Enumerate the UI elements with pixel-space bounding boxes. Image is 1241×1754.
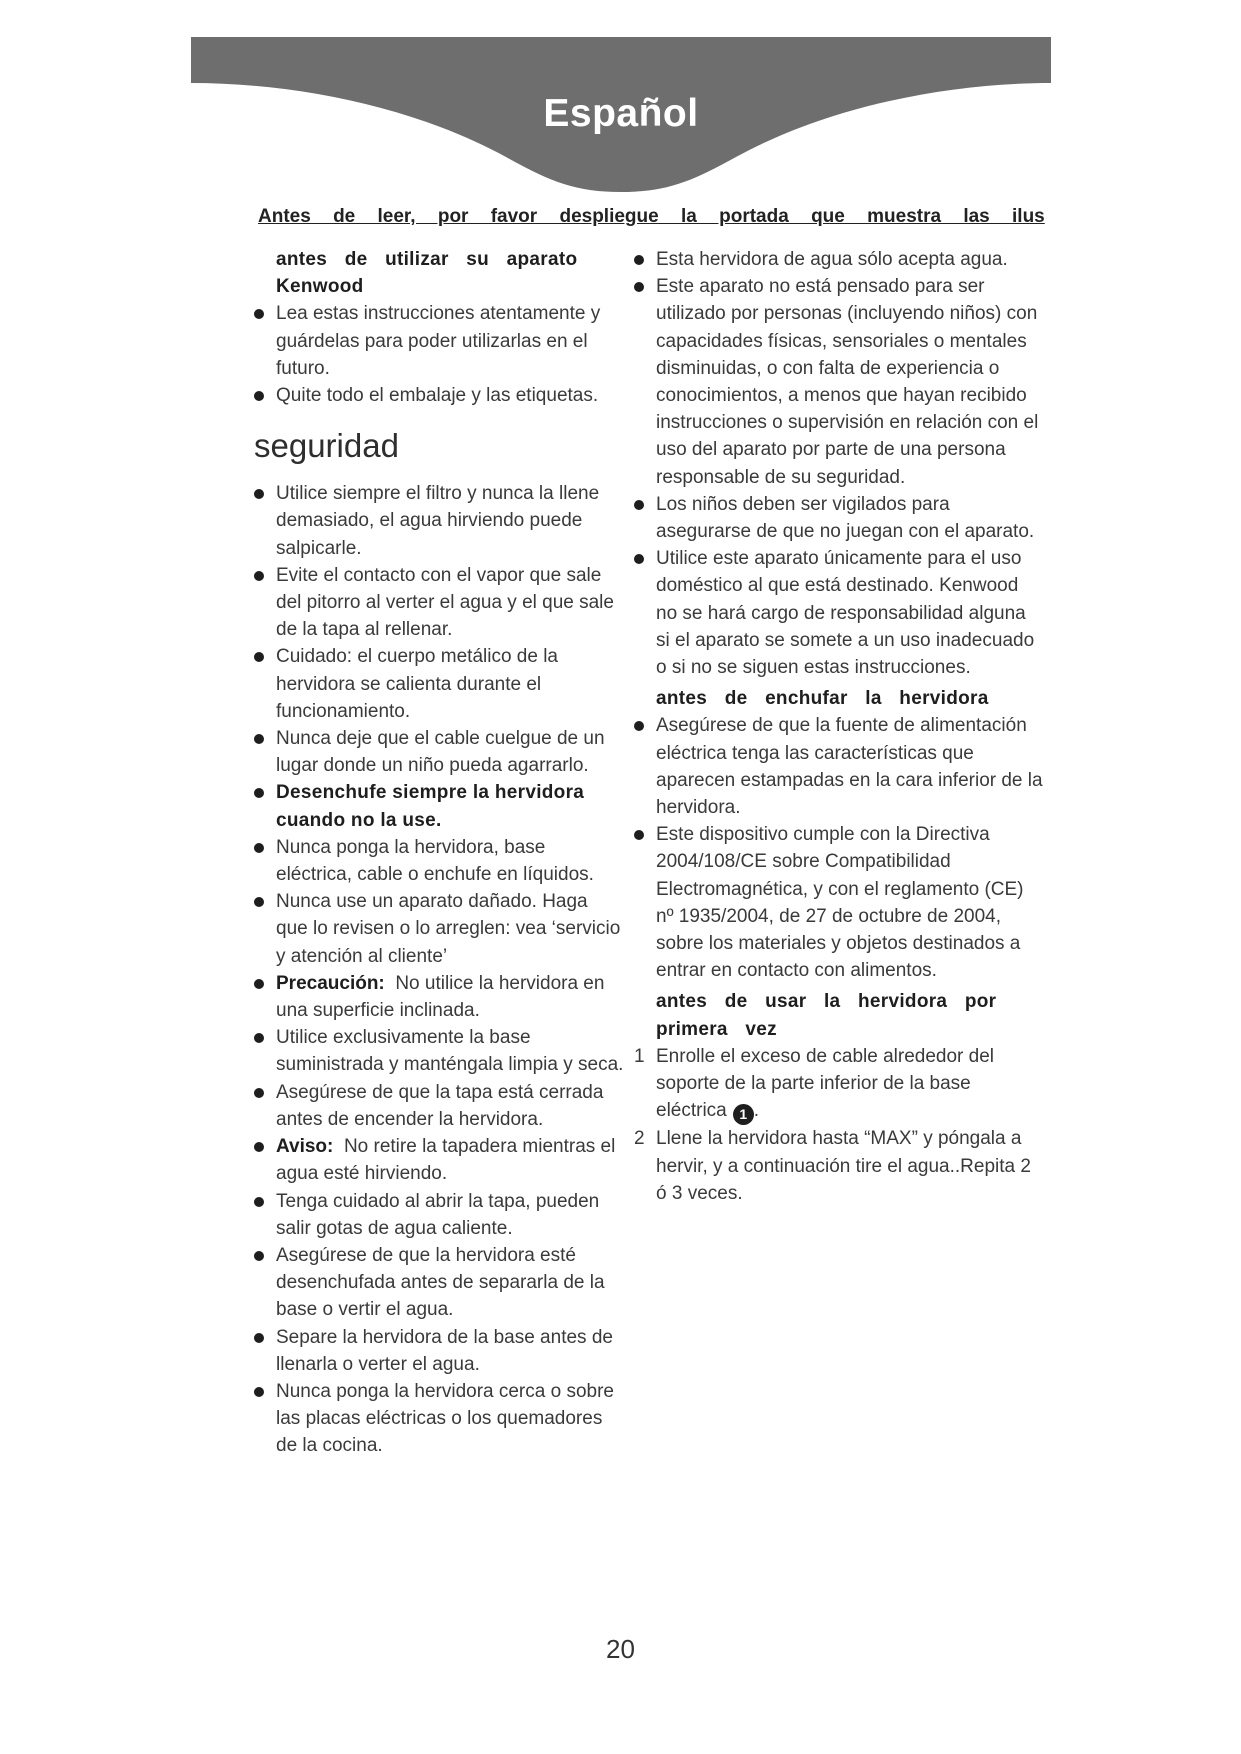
before-use-heading: antes de utilizar su aparato Kenwood [276,249,578,298]
intro-note: Antes de leer, por favor despliegue la portada que muestra las ilus [258,206,1045,227]
list-item: Nunca ponga la hervidora cerca o sobre las placas eléctricas o los quemadores de la cocina. [254,1378,624,1460]
step-item [634,1043,1044,1125]
list-item: Tenga cuidado al abrir la tapa, pueden salir gotas de agua caliente. [254,1188,624,1242]
list-item: Evite el contacto con el vapor que sale del pitorro al verter el agua y el que sale de la tapa al rellenar. [254,562,624,644]
list-item: Este dispositivo cumple con la Directiva 2004/108/CE sobre Compatibilidad Electromagnética, y con el reglamento (CE) nº 1935/2004, de 27 de octubre de 2004, sobre los materiales y objetos destinados a entrar en contacto con alimentos. [634,821,1044,984]
step-text: Llene la hervidora hasta “MAX” y póngala a hervir, y a continuación tire el agua..Repita 2 ó 3 veces. [656,1128,1031,1204]
safety-list-continued [634,246,1044,681]
list-item: Cuidado: el cuerpo metálico de la hervidora se calienta durante el funcionamiento. [254,643,624,725]
step-text-end: . [753,1100,760,1122]
caution-item [254,970,624,1024]
first-use-steps [634,1043,1044,1207]
warning-label: Aviso: [276,1136,334,1158]
list-item: Lea estas instrucciones atentamente y guárdelas para poder utilizarlas en el futuro. [254,300,624,382]
list-item: Nunca use un aparato dañado. Haga que lo revisen o lo arreglen: vea ‘servicio y atención al cliente’ [254,888,624,970]
list-item: Utilice exclusivamente la base suministrada y manténgala limpia y seca. [254,1024,624,1078]
page-title: Español [543,92,699,135]
list-item: Asegúrese de que la fuente de alimentación eléctrica tenga las características que aparecen estampadas en la cara inferior de la hervidora. [634,712,1044,821]
safety-list [254,480,624,1459]
list-item: Nunca ponga la hervidora, base eléctrica, cable o enchufe en líquidos. [254,834,624,888]
warning-item [254,1133,624,1187]
list-item: Utilice este aparato únicamente para el uso doméstico al que está destinado. Kenwood no se hará cargo de responsabilidad alguna si el aparato se somete a un uso inadecuado o si no se siguen estas instrucciones. [634,545,1044,681]
before-use-list [254,300,624,409]
list-item: Quite todo el embalaje y las etiquetas. [254,382,624,409]
list-item: Separe la hervidora de la base antes de llenarla o verter el agua. [254,1324,624,1378]
caution-label: Precaución: [276,972,385,994]
list-item: Asegúrese de que la tapa está cerrada antes de encender la hervidora. [254,1079,624,1133]
before-plug-heading: antes de enchufar la hervidora [656,688,989,710]
list-item: Este aparato no está pensado para ser utilizado por personas (incluyendo niños) con capacidades físicas, sensoriales o mentales disminuidas, o con falta de experiencia o conocimientos, a menos que hayan recibido instrucciones o supervisión en relación con el uso del aparato por parte de una persona responsable de su seguridad. [634,273,1044,491]
before-plug-list [634,712,1044,984]
list-item: Utilice siempre el filtro y nunca la llene demasiado, el agua hirviendo puede salpicarle. [254,480,624,562]
step-item [634,1125,1044,1207]
step-text: Enrolle el exceso de cable alrededor del soporte de la parte inferior de la base eléctrica [656,1045,994,1122]
warning-text: No retire la tapadera mientras el agua esté hirviendo. [276,1136,616,1185]
unplug-warning: Desenchufe siempre la hervidora cuando no la use. [254,779,624,833]
step-number: 2 [634,1128,645,1150]
list-item: Nunca deje que el cable cuelgue de un lugar donde un niño pueda agarrarlo. [254,725,624,779]
safety-section-title: seguridad [254,427,399,465]
page-number: 20 [606,1634,635,1664]
list-item: Esta hervidora de agua sólo acepta agua. [634,246,1044,273]
left-column [254,246,624,1460]
step-number: 1 [634,1045,645,1067]
list-item: Asegúrese de que la hervidora esté desenchufada antes de separarla de la base o vertir el agua. [254,1242,624,1324]
first-use-heading: antes de usar la hervidora por primera vez [656,991,997,1040]
list-item: Los niños deben ser vigilados para asegurarse de que no juegan con el aparato. [634,491,1044,545]
figure-reference-icon: 1 [733,1104,754,1125]
right-column [634,246,1044,1207]
caution-text: No utilice la hervidora en una superficie inclinada. [276,972,605,1022]
